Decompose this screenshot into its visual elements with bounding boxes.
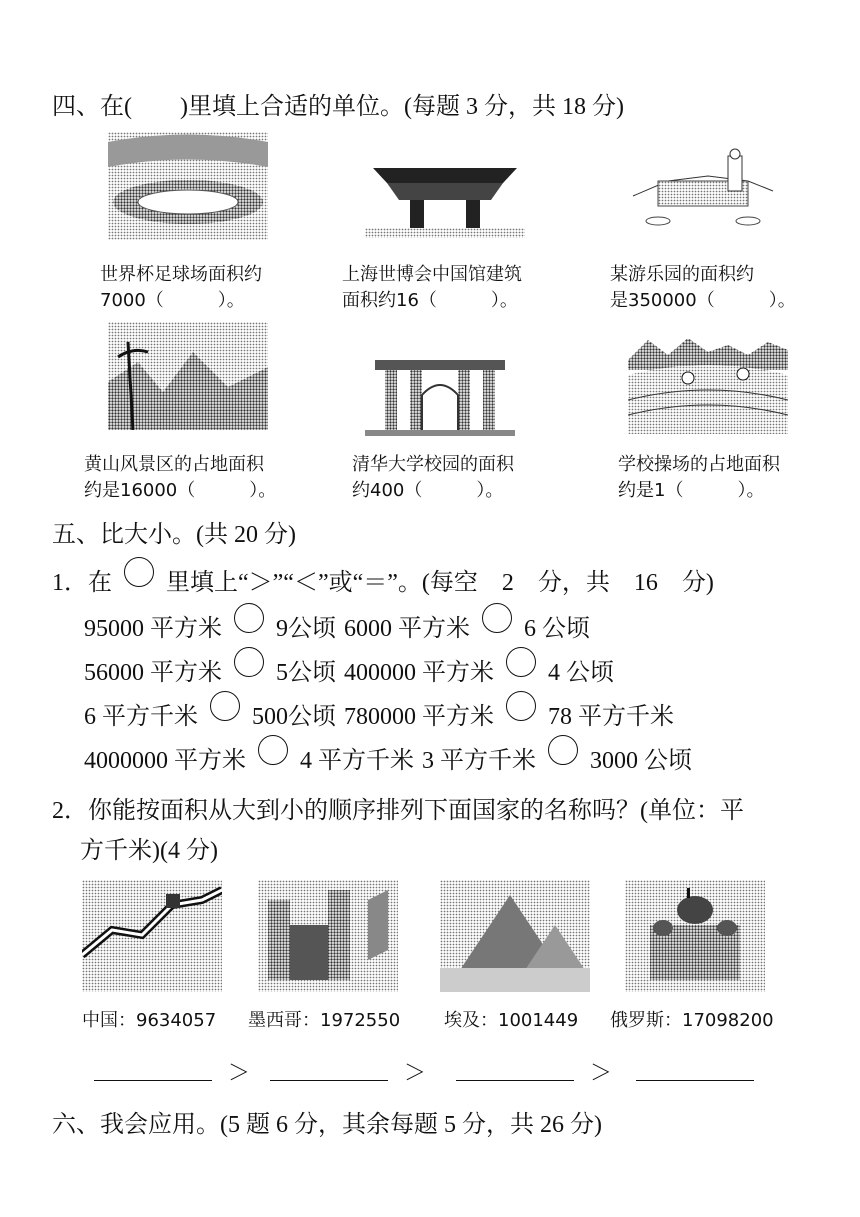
compare-blank[interactable] (234, 603, 264, 633)
compare-blank[interactable] (234, 647, 264, 677)
q1-prefix: 1．在 (52, 570, 112, 596)
answer-blank[interactable] (456, 1080, 574, 1081)
compare-blank[interactable] (506, 647, 536, 677)
compare-row: 4000000 平方米 4 平方千米 3 平方千米 3000 公顷 (84, 740, 692, 775)
university-gate-icon (365, 340, 515, 436)
compare-blank[interactable] (258, 735, 288, 765)
compare-blank[interactable] (548, 735, 578, 765)
country-label: 墨西哥：1972550 (248, 1010, 401, 1031)
compare-row: 6 平方千米 500公顷 780000 平方米 78 平方千米 (84, 696, 674, 731)
section4-title: 四、在( )里填上合适的单位。(每题 3 分，共 18 分) (52, 94, 624, 120)
gt-sign: ＞ (590, 1060, 613, 1085)
caption-stadium: 世界杯足球场面积约 7000（ ）。 (100, 264, 262, 311)
compare-row: 95000 平方米 9公顷 6000 平方米 6 公顷 (84, 608, 590, 643)
answer-blank[interactable] (94, 1080, 212, 1081)
q2-line2: 方千米)(4 分) (80, 838, 218, 864)
answer-blank[interactable] (636, 1080, 754, 1081)
caption-university: 清华大学校园的面积 约400（ ）。 (352, 454, 514, 501)
circle-icon (124, 557, 154, 587)
section5-title: 五、比大小。(共 20 分) (52, 522, 296, 548)
gt-sign: ＞ (404, 1060, 427, 1085)
caption-track: 学校操场的占地面积 约是1（ ）。 (618, 454, 780, 501)
china-pavilion-icon (365, 138, 525, 238)
mountain-landscape-icon (108, 322, 268, 430)
stadium-icon (108, 132, 268, 240)
answer-blank[interactable] (270, 1080, 388, 1081)
q1-instruction (52, 562, 714, 597)
compare-blank[interactable] (210, 691, 240, 721)
caption-mountain: 黄山风景区的占地面积 约是16000（ ）。 (84, 454, 277, 501)
compare-blank[interactable] (482, 603, 512, 633)
gt-sign: ＞ (228, 1060, 251, 1085)
country-label: 埃及：1001449 (444, 1010, 579, 1031)
amusement-park-icon (628, 136, 778, 236)
compare-row: 56000 平方米 5公顷 400000 平方米 4 公顷 (84, 652, 614, 687)
q2-line1: 2．你能按面积从大到小的顺序排列下面国家的名称吗？(单位：平 (52, 798, 744, 824)
pyramids-icon (440, 880, 590, 992)
running-track-icon (628, 330, 788, 434)
compare-blank[interactable] (506, 691, 536, 721)
country-label: 中国：9634057 (82, 1010, 217, 1031)
country-label: 俄罗斯：17098200 (610, 1010, 774, 1031)
mexico-cathedral-icon (258, 880, 398, 992)
caption-china-pavilion: 上海世博会中国馆建筑 面积约16（ ）。 (342, 264, 522, 311)
q1-suffix: 里填上“＞”“＜”或“＝”。(每空 2 分，共 16 分) (166, 570, 714, 596)
caption-amusement-park: 某游乐园的面积约 是350000（ ）。 (610, 264, 796, 311)
russian-church-icon (625, 880, 765, 992)
great-wall-icon (82, 880, 222, 992)
section6-title: 六、我会应用。(5 题 6 分，其余每题 5 分，共 26 分) (52, 1112, 602, 1138)
